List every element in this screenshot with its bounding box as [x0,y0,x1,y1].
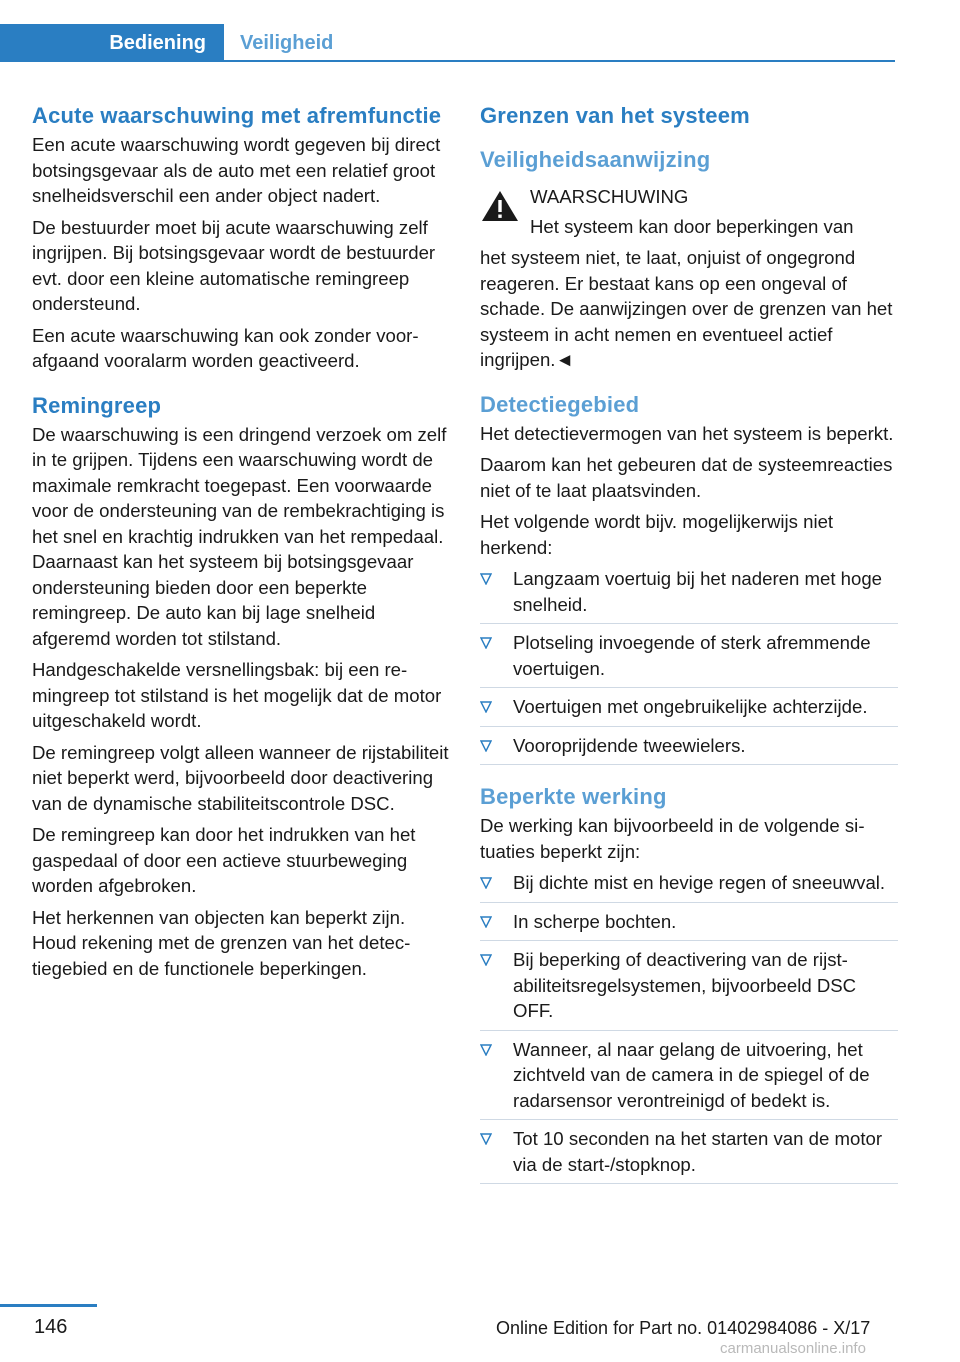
list-item-text: Bij beperking of deactivering van de rijstabiliteitsregelsystemen, bijvoorbeeld DSC OFF. [513,949,857,1021]
detectie-paragraph-1: Het detectievermogen van het systeem is beperkt. [480,422,894,444]
heading-detectiegebied: Detectiegebied [480,391,640,417]
bullet-triangle-icon [480,1044,492,1056]
bullet-triangle-icon [480,637,492,649]
bullet-triangle-icon [480,1133,492,1145]
left-column [32,100,450,987]
warning-block [480,184,898,239]
bullet-triangle-icon [480,877,492,889]
acute-paragraph-2: De bestuurder moet bij acute waarschuwing zelf ingrijpen. Bij botsingsgevaar wordt de bestuurder evt. door een kleine automatische remingreep ondersteund. [32,216,436,314]
acute-paragraph-1: Een acute waarschuwing wordt gegeven bij direct botsingsgevaar als de auto met een relatief groot snelheidsverschil een ander object nadert. [32,134,441,206]
heading-acute-waarschuwing: Acute waarschuwing met afremfunctie [32,103,442,128]
remingreep-paragraph-5: Het herkennen van objecten kan beperkt zijn. Houd rekening met de grenzen van het detectiegebied en de functionele beperkingen. [32,906,411,979]
tab-veiligheid[interactable]: Veiligheid [240,32,334,54]
heading-remingreep: Remingreep [32,392,162,418]
detectie-paragraph-3: Het volgende wordt bijv. mogelijkerwijs niet herkend: [480,511,834,558]
list-item [480,909,898,942]
remingreep-paragraph-3: De remingreep volgt alleen wanneer de rijstabiliteit niet beperkt werd, bijvoorbeeld door deactivering van de dynamische stabiliteitscontrole DSC. [32,741,449,814]
acute-paragraph-3: Een acute waarschuwing kan ook zonder voorafgaand vooralarm worden geactiveerd. [32,324,419,371]
detectie-paragraph-2: Daarom kan het gebeuren dat de systeemreacties niet of te laat plaatsvinden. [480,454,893,501]
list-item-text: Plotseling invoegende of sterk afremmende voertuigen. [513,632,871,679]
watermark-text: carmanualsonline.info [720,1340,866,1357]
warning-body: het systeem niet, te laat, onjuist of ongegrond reageren. Er bestaat kans op een ongeval of schade. De aanwijzingen over de grenzen van het systeem in acht nemen en eventueel actief ingrijpen.◄ [480,247,893,370]
heading-veiligheidsaanwijzing: Veiligheidsaanwijzing [480,147,711,172]
warning-title: WAARSCHUWING [530,186,689,207]
page-number: 146 [34,1316,68,1338]
list-item [480,630,898,688]
heading-beperkte-werking: Beperkte werking [480,784,667,809]
footer-rule [0,1304,97,1307]
bullet-triangle-icon [480,954,492,966]
chapter-tabbar [0,24,895,62]
list-item [480,733,898,766]
list-item-text: Bij dichte mist en hevige regen of sneeuwval. [513,872,886,893]
heading-grenzen: Grenzen van het systeem [480,103,750,128]
list-item-text: Tot 10 seconden na het starten van de motor via de start-/stopknop. [513,1128,883,1175]
right-column [480,100,898,1190]
list-item [480,870,898,903]
tab-bediening[interactable]: Bediening [0,24,224,62]
page-footer [0,1300,960,1362]
detectie-list [480,566,898,765]
edition-note: Online Edition for Part no. 01402984086 - X/17 [496,1318,871,1338]
bullet-triangle-icon [480,573,492,585]
list-item-text: Langzaam voertuig bij het naderen met hoge snelheid. [513,568,883,615]
bullet-triangle-icon [480,701,492,713]
list-item-text: Voertuigen met ongebruikelijke achterzijde. [513,696,868,717]
list-item [480,694,898,727]
list-item [480,947,898,1031]
remingreep-paragraph-2: Handgeschakelde versnellingsbak: bij een remingreep tot stilstand is het mogelijk dat de motor uitgeschakeld wordt. [32,659,442,731]
warning-triangle-icon [480,188,520,224]
list-item [480,566,898,624]
beperkt-paragraph-1: De werking kan bijvoorbeeld in de volgende situaties beperkt zijn: [480,815,865,862]
list-item-text: Vooroprijdende tweewielers. [513,734,746,756]
bullet-triangle-icon [480,740,492,752]
remingreep-paragraph-1: De waarschuwing is een dringend verzoek om zelf in te grijpen. Tijdens een waarschuwing wordt de maximale remkracht toegepast. Een voorwaarde voor de ondersteuning van de rembekrachtiging is het snel en krachtig indrukken van het rempedaal. Daarnaast kan het systeem bij botsingsgevaar ondersteuning bieden door een beperkte remingreep. De auto kan bij lage snelheid afgeremd worden tot stilstand. [32,423,447,649]
list-item-text: Wanneer, al naar gelang de uitvoering, het zichtveld van de camera in de spiegel of de radarsensor verontreinigd of bedekt is. [513,1038,870,1111]
list-item [480,1037,898,1121]
bullet-triangle-icon [480,916,492,928]
remingreep-paragraph-4: De remingreep kan door het indrukken van het gaspedaal of door een actieve stuurbeweging worden afgebroken. [32,824,416,896]
list-item [480,1126,898,1184]
tabbar-rule [0,60,895,62]
warning-first-line: Het systeem kan door beperkingen van [530,215,854,237]
beperkt-list [480,870,898,1184]
list-item-text: In scherpe bochten. [513,910,677,932]
